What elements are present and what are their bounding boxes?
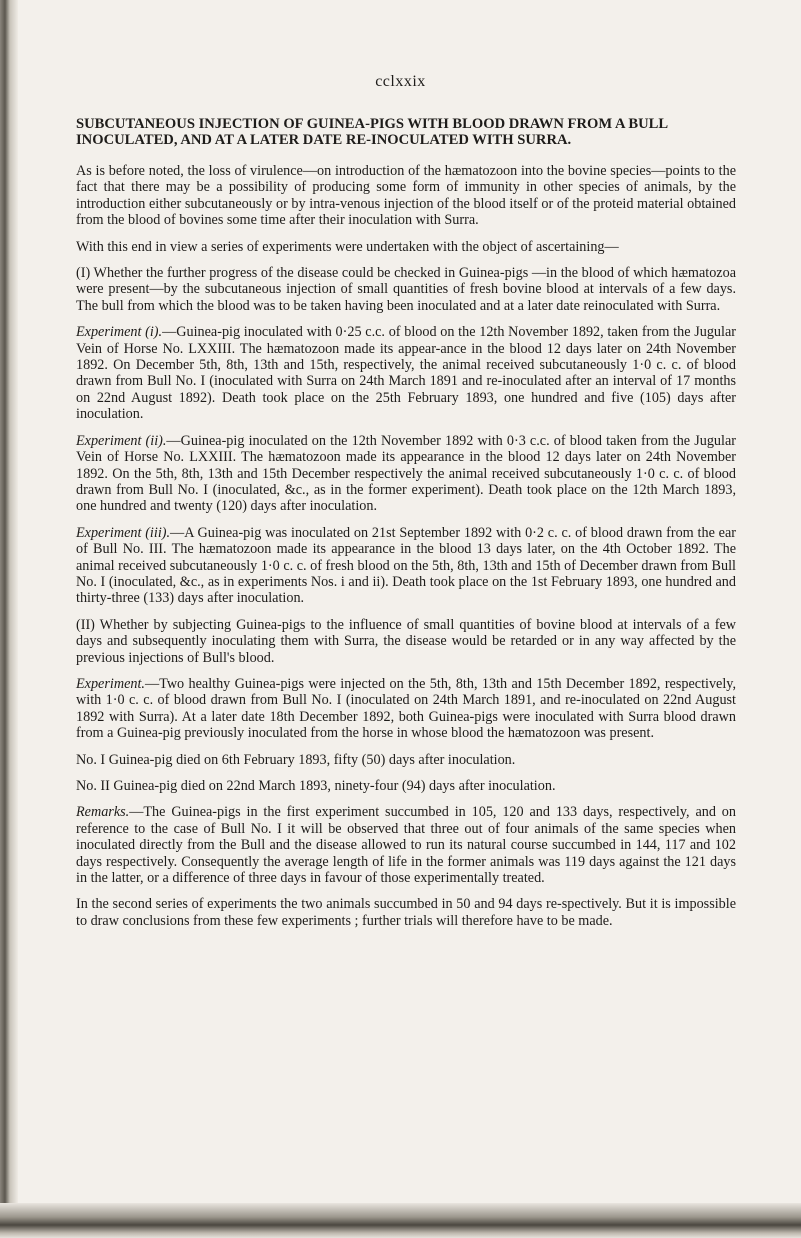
paragraph-experiment [76,676,736,742]
paragraph-text: —Guinea-pig inoculated on the 12th November 1892 with 0·3 c.c. of blood taken from the Jugular Vein of Horse No. LXXIII. The hæmatozoon made its appearance in the blood 12 days later on 24th November 1892. On the 5th, 8th, 13th and 15th December respectively the animal received subcutaneously 1·0 c. c. of blood drawn from Bull No. I (inoculated, &c., as in the former experiment). Death took place on the 12th March 1893, one hundred and twenty (120) days after inoculation. [76,432,736,515]
page-number: cclxxix [375,73,426,90]
page-bottom-edge [0,1203,801,1238]
paragraph-text: No. II Guinea-pig died on 22nd March 1893, ninety-four (94) days after inoculation. [76,778,556,794]
paragraph-question-one [76,265,736,314]
paragraph-experiment-i [76,324,736,422]
paragraph-text: No. I Guinea-pig died on 6th February 1893, fifty (50) days after inoculation. [76,751,516,768]
paragraph-experiment-iii [76,525,736,607]
paragraph-result-one [76,752,736,768]
paragraph-text: —Two healthy Guinea-pigs were injected on the 5th, 8th, 13th and 15th December 1892, respectively, with 1·0 c. c. of blood drawn from Bull No. I (inoculated on 24th March 1891, and re-inoculated on 22nd August 1892 with Surra). At a later date 18th December 1892, both Guinea-pigs were inoculated with Surra blood drawn from a Guinea-pig previously inoculated from the horse in whose blood the hæmatozoon was present. [76,675,736,742]
paragraph-remarks [76,804,736,886]
paragraph-text: As is before noted, the loss of virulence—on introduction of the hæmatozoon into the bovine species—points to the fact that there may be a possibility of producing some form of immunity in other species of animals, by the introduction either subcutaneously or by intra-venous injection of the blood itself or of the proteid material obtained from the blood of bovines some time after their inoculation with Surra. [76,163,736,229]
paragraph-text: (I) Whether the further progress of the disease could be checked in Guinea-pigs —in the blood of which hæmatozoa were present—by the subcutaneous injection of small quantities of fresh bovine blood at intervals of a few days. The bull from which the blood was to be taken having been inoculated and at a later date reinoculated with Surra. [76,265,736,314]
paragraph-lead: Experiment (i). [76,324,163,341]
paragraph-text: In the second series of experiments the two animals succumbed in 50 and 94 days re-spectively. But it is impossible to draw conclusions from these few experiments ; further trials will therefore have to be made. [76,896,736,929]
paragraph-experiment-ii [76,433,736,515]
paragraph-result-two [76,778,736,794]
paragraph-text: —A Guinea-pig was inoculated on 21st September 1892 with 0·2 c. c. of blood drawn from the ear of Bull No. III. The hæmatozoon made its appearance in the blood 13 days later, on the 4th October 1892. The animal received subcutaneously 1·0 c. c. of fresh blood on the 5th, 8th, 13th and 15th of December drawn from Bull No. I (inoculated, &c., as in experiments Nos. i and ii). Death took place on the 1st February 1893, one hundred and thirty-three (133) days after inoculation. [76,524,736,607]
paragraph-aim [76,239,736,255]
paragraph-lead: Experiment. [76,675,145,692]
section-heading: SUBCUTANEOUS INJECTION OF GUINEA-PIGS WITH BLOOD DRAWN FROM A BULL INOCULATED, AND AT A LATER DATE RE-INOCULATED WITH SURRA. [76,116,668,148]
paragraph-lead: Experiment (iii). [76,524,171,541]
paragraph-intro [76,163,736,229]
paragraph-conclusion [76,896,736,929]
page-body [76,116,736,939]
paragraph-text: —Guinea-pig inoculated with 0·25 c.c. of blood on the 12th November 1892, taken from the Jugular Vein of Horse No. LXXIII. The hæmatozoon made its appear-ance in the blood 12 days later on 24th November 1892. On December 5th, 8th, 13th and 15th, respectively, the animal received subcutaneously 1·0 c. c. of blood drawn from Bull No. I (inoculated with Surra on 24th March 1891 and re-inoculated after an interval of 17 months on 22nd August 1892). Death took place on the 25th February 1893, one hundred and five (105) days after inoculation. [76,324,736,423]
paragraph-text: —The Guinea-pigs in the first experiment succumbed in 105, 120 and 133 days, respectively, and on reference to the case of Bull No. I it will be observed that three out of four animals of the same species when inoculated directly from the Bull and the disease allowed to run its natural course succumbed in 144, 117 and 102 days respectively. Consequently the average length of life in the former animals was 119 days against the 121 days in the latter, or a difference of three days in favour of those experimentally treated. [76,804,736,887]
paragraph-lead: Remarks. [76,804,130,821]
page-binding-edge [0,0,18,1238]
paragraph-text: (II) Whether by subjecting Guinea-pigs to the influence of small quantities of bovine blood at intervals of a few days and subsequently inoculating them with Surra, the disease would be retarded or in any way affected by the previous injections of Bull's blood. [76,616,736,666]
paragraph-text: With this end in view a series of experiments were undertaken with the object of ascertaining— [76,238,619,255]
paragraph-lead: Experiment (ii). [76,432,167,449]
paragraph-question-two [76,617,736,666]
